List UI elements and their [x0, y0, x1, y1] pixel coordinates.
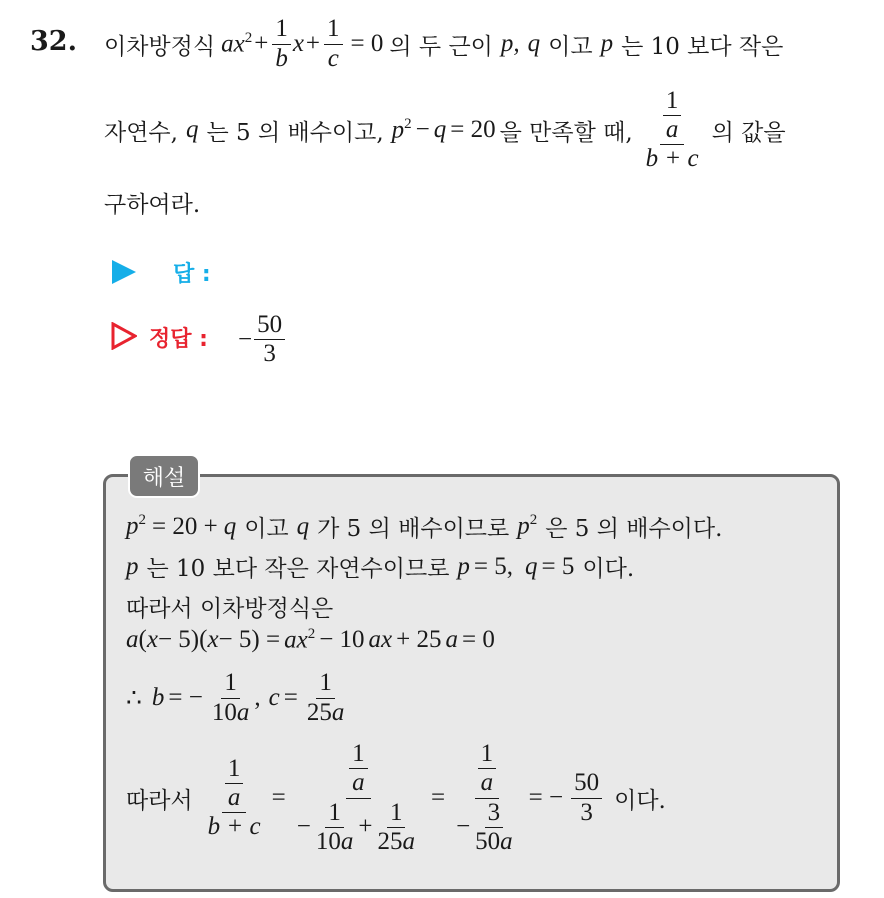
q-text-g: 을 만족할 때, — [499, 119, 633, 146]
q-frac-1-over-b: $\frac{1}{b}$ — [272, 16, 291, 72]
correct-answer-value: − $\frac{50}{3}$ — [238, 312, 287, 368]
sol-text-1b: 가 5 의 배수이므로 — [317, 516, 510, 542]
sol-text-1a: 이고 — [244, 516, 289, 542]
q-text-e: 자연수, — [104, 119, 178, 146]
sol-text-2a: 는 10 보다 작은 자연수이므로 — [146, 556, 450, 582]
answer-denominator: 3 — [263, 340, 276, 368]
solution-line-2: p 는 10 보다 작은 자연수이므로 p = 5, q = 5 이다. — [126, 550, 634, 583]
solution-line-3: 따라서 이차방정식은 — [126, 596, 334, 622]
solution-line-6: 따라서 $\frac{\frac{1}{a}}{b + c}$ = $\frac{1}{a}$ − $\frac{1}{10a}$ + $\frac{1}{25a}$ = $\frac{1}{a}$ − $\frac{3}{50a}$ = − $\frac{50}{3}$ 이다. — [126, 740, 666, 855]
solution-tag: 해설 — [128, 454, 200, 498]
q-text-f: 는 5 의 배수이고, — [206, 119, 384, 146]
solution-line-4: a ( x − 5)( x − 5) = $ax^2$ − 10 ax + 25 a = 0 — [126, 626, 495, 654]
sol-text-6b: 이다. — [614, 787, 666, 814]
answer-numerator: 50 — [254, 312, 285, 340]
solution-line-5: ∴ b = − $\frac{1}{10a}$ , c = $\frac{1}{25a}$ — [126, 669, 345, 726]
q-target-fraction: $\frac{\frac{1}{a}}{b + c}$ — [645, 86, 699, 173]
sol-text-6a: 따라서 — [126, 787, 193, 814]
correct-answer-label: 정답 : — [149, 327, 208, 352]
question-line-3: 구하여라. — [104, 192, 201, 218]
q-frac-1-over-c: $\frac{1}{c}$ — [324, 16, 343, 72]
q-text-d: 는 10 보다 작은 — [621, 33, 784, 60]
sol-text-2b: 이다. — [582, 556, 635, 582]
question-line-1: 이차방정식 $ax^2$ + $\frac{1}{b}$ x + $\frac{1}{c}$ = 0 의 두 근이 p, q 이고 p 는 10 보다 작은 — [104, 15, 784, 72]
solution-line-1: $p^2$ = 20 + q 이고 q 가 5 의 배수이므로 $p^2$ 은 5 의 배수이다. — [126, 510, 722, 543]
q-text-b: 의 두 근이 — [389, 33, 493, 60]
question-line-2: 자연수, q 는 5 의 배수이고, $p^2$ − q = 20 을 만족할 때, $\frac{\frac{1}{a}}{b + c}$ 의 값을 — [104, 86, 786, 173]
outline-triangle-icon — [111, 322, 137, 350]
question-number: 32. — [30, 26, 77, 57]
q-text-c: 이고 — [548, 33, 593, 60]
q-text-a: 이차방정식 — [104, 33, 216, 60]
play-triangle-icon — [112, 260, 136, 284]
q-expr-ax2: $ax^2$ — [221, 29, 253, 58]
q-text-h: 의 값을 — [711, 119, 786, 146]
answer-blank-label: 답 : — [173, 262, 211, 287]
sol-text-1c: 은 5 의 배수이다. — [545, 516, 723, 542]
